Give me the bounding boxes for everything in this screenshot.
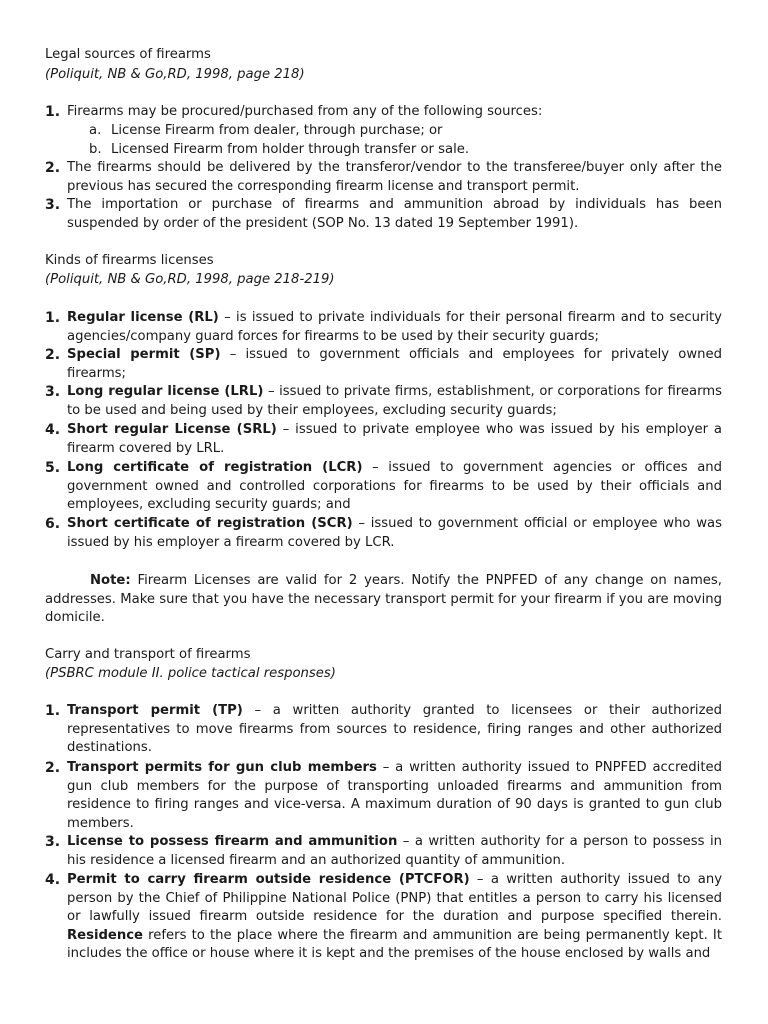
- item-number: 1.: [45, 104, 61, 120]
- item-text: – a written authority for a person to possess in his residence a licensed firearm and an authorized quantity of ammunition.: [67, 834, 723, 868]
- item-number: 4.: [45, 422, 61, 438]
- list-item: [45, 759, 722, 833]
- item-term: Residence: [67, 927, 144, 943]
- list-item: [45, 515, 722, 552]
- item-term: Regular license (RL): [67, 310, 219, 325]
- sub-item-letter: b.: [89, 142, 102, 157]
- item-term: Special permit (SP): [67, 347, 221, 362]
- sub-item-letter: a.: [89, 123, 102, 138]
- section-heading-carry-transport: Carry and transport of firearms: [45, 647, 251, 662]
- list-item: [45, 421, 722, 458]
- item-text: – issued to government officials and employees for privately owned firearms;: [67, 347, 722, 381]
- item-text: – is issued to private individuals for their personal firearm and to security agencies/company guard forces for firearms to be used by their security guards;: [67, 310, 722, 344]
- list-item: [45, 702, 722, 758]
- note-label: Note:: [90, 573, 131, 588]
- item-term: Permit to carry firearm outside residence (PTCFOR): [67, 872, 470, 887]
- item-text: – a written authority issued to PNPFED accredited gun club members for the purpose of transporting unloaded firearms and ammunition from residence to firing ranges and vice-versa. A maximum duration of 90 days is granted to gun club members.: [67, 760, 722, 831]
- item-number: 3.: [45, 834, 61, 850]
- list-item: [45, 159, 722, 196]
- item-text: The firearms should be delivered by the transferor/vendor to the transferee/buyer only after the previous has secured the corresponding firearm license and transport permit.: [67, 160, 722, 194]
- list-item: [45, 459, 722, 515]
- item-term: Short regular License (SRL): [67, 422, 277, 437]
- item-number: 6.: [45, 516, 61, 532]
- item-number: 2.: [45, 347, 61, 363]
- item-number: 4.: [45, 872, 61, 888]
- item-number: 5.: [45, 460, 61, 476]
- sub-item-text: Licensed Firearm from holder through transfer or sale.: [111, 142, 470, 157]
- item-term: License to possess firearm and ammunition: [67, 834, 398, 849]
- section-heading-license-kinds: Kinds of firearms licenses: [45, 253, 214, 268]
- section-heading-legal-sources: Legal sources of firearms: [45, 47, 211, 62]
- section-citation: (Poliquit, NB & Go,RD, 1998, page 218): [45, 67, 305, 82]
- sub-list-item: [89, 141, 469, 160]
- section-citation: (PSBRC module II. police tactical responses): [45, 666, 336, 681]
- list-item: [45, 196, 722, 233]
- item-number: 1.: [45, 703, 61, 719]
- item-number: 1.: [45, 310, 61, 326]
- item-text: – issued to government agencies or offices and government owned and controlled corporations for firearms to be used by their officials and employees, excluding security guards; and: [67, 460, 723, 513]
- item-text: Firearms may be procured/purchased from any of the following sources:: [67, 104, 543, 119]
- item-number: 3.: [45, 197, 61, 213]
- item-term: Long certificate of registration (LCR): [67, 460, 363, 475]
- note-text: Firearm Licenses are valid for 2 years. Notify the PNPFED of any change on names, addresses. Make sure that you have the necessary transport permit for your firearm if you are moving domicile.: [45, 573, 722, 626]
- section-citation: (Poliquit, NB & Go,RD, 1998, page 218-219): [45, 272, 335, 287]
- item-text: – a written authority granted to licensees or their authorized representatives to move firearms from sources to residence, firing ranges and other authorized destinations.: [67, 703, 722, 756]
- item-term: Transport permit (TP): [67, 703, 243, 718]
- item-term: Transport permits for gun club members: [67, 760, 377, 775]
- item-text: refers to the place where the firearm and ammunition are being permanently kept. It includes the office or house where it is kept and the premises of the house enclosed by walls and: [67, 927, 722, 962]
- list-item: [45, 833, 722, 870]
- sub-list-item: [89, 122, 442, 141]
- list-item: [45, 346, 722, 383]
- item-number: 3.: [45, 384, 61, 400]
- item-text: – issued to private employee who was issued by his employer a firearm covered by LRL.: [67, 422, 722, 456]
- list-item: [45, 871, 722, 964]
- item-text: – a written authority issued to any person by the Chief of Philippine National Police (PNP) that entitles a person to carry his licensed or lawfully issued firearm outside residence for the duration and purpose specified therein.: [67, 872, 722, 925]
- item-text: The importation or purchase of firearms and ammunition abroad by individuals has been suspended by order of the president (SOP No. 13 dated 19 September 1991).: [67, 197, 722, 231]
- item-term: Long regular license (LRL): [67, 384, 264, 399]
- item-number: 2.: [45, 160, 61, 176]
- item-number: 2.: [45, 760, 61, 776]
- note-paragraph: [45, 572, 722, 628]
- item-term: Short certificate of registration (SCR): [67, 516, 353, 531]
- sub-item-text: License Firearm from dealer, through purchase; or: [111, 123, 443, 138]
- item-text: – issued to private firms, establishment, or corporations for firearms to be used and being used by their employees, excluding security guards;: [67, 384, 722, 418]
- item-text: – issued to government official or employee who was issued by his employer a firearm covered by LCR.: [67, 516, 722, 550]
- list-item: [45, 383, 722, 420]
- list-item: [45, 309, 722, 346]
- list-item: [45, 103, 722, 122]
